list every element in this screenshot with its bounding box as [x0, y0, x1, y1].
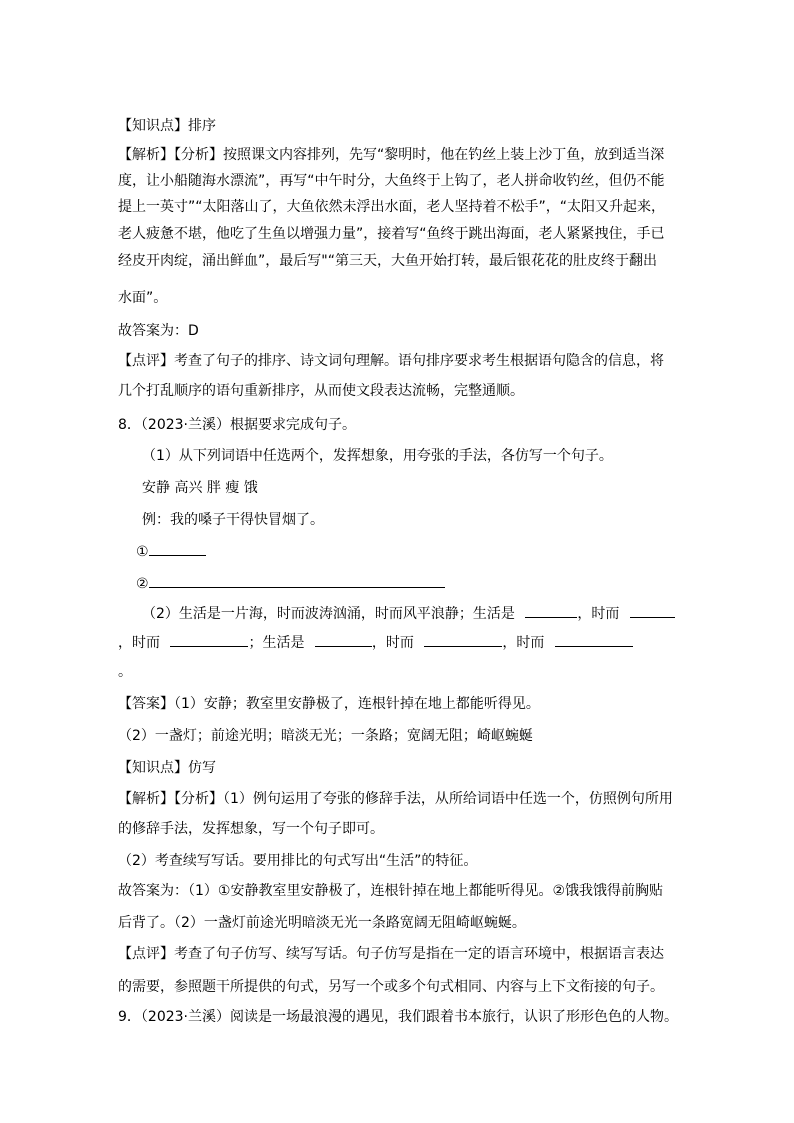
analysis-text: 老人疲惫不堪，他吃了生鱼以增强力量”，接着写“鱼终于跳出海面，老人紧紧拽住，手已	[118, 226, 665, 242]
question-8-part-2: （2）生活是一片海，时而波涛汹涌，时而风平浪静；生活是 ，时而	[142, 604, 675, 623]
blank-line	[315, 633, 372, 647]
question-8-part-2-end: 。	[118, 664, 132, 680]
answer-blank-1: ①	[136, 542, 206, 561]
analysis-text: 【解析】【分析】（1）例句运用了夸张的修辞手法，从所给词语中任选一个，仿照例句所用	[118, 791, 673, 807]
comment-text: 【点评】考查了句子的排序、诗文词句理解。语句排序要求考生根据语句隐含的信息，将	[118, 353, 664, 369]
analysis-text: 经皮开肉绽，涌出鲜血”，最后写"“第三天，大鱼开始打转，最后银花花的肚皮终于翻出	[118, 253, 657, 269]
comment-text: 【点评】考查了句子仿写、续写写话。句子仿写是指在一定的语言环境中，根据语言表达	[118, 946, 664, 962]
analysis-text: 水面”。	[118, 290, 168, 306]
comment-text: 的需要，参照题干所提供的句式，另写一个或多个句式相同、内容与上下文衔接的句子。	[118, 979, 664, 995]
analysis-text: 度，让小船随海水漂流”，再写“中午时分，大鱼终于上钩了，老人拼命收钓丝，但仍不能	[118, 173, 665, 189]
knowledge-point-label: 【知识点】排序	[118, 118, 216, 134]
final-answer-text: 后背了。（2）一盏灯前途光明暗淡无光一条路宽阔无阻崎岖蜿蜒。	[118, 915, 526, 931]
knowledge-point-label: 【知识点】仿写	[118, 760, 216, 776]
analysis-text: 【解析】【分析】按照课文内容排列，先写“黎明时，他在钓丝上装上沙丁鱼，放到适当深	[118, 147, 665, 163]
word-list: 安静 高兴 胖 瘦 饿	[142, 480, 258, 496]
analysis-text: （2）考查续写写话。要用排比的句式写出“生活”的特征。	[118, 853, 478, 869]
blank-line	[630, 604, 675, 618]
analysis-text: 的修辞手法，发挥想象，写一个句子即可。	[118, 821, 384, 837]
question-8-title: 8．（2023·兰溪）根据要求完成句子。	[118, 417, 356, 433]
comment-text: 几个打乱顺序的语句重新排序，从而使文段表达流畅，完整通顺。	[118, 383, 524, 399]
answer-blank-2: ②	[136, 574, 445, 593]
question-8-part-2-cont: ，时而 ；生活是 ，时而 ，时而	[118, 633, 633, 652]
blank-line	[424, 633, 502, 647]
question-9-title: 9．（2023·兰溪）阅读是一场最浪漫的遇见，我们跟着书本旅行，认识了形形色色的人物。	[118, 1009, 678, 1025]
final-answer-text: 故答案为：（1）①安静教室里安静极了，连根针掉在地上都能听得见。②饿我饿得前胸贴	[118, 883, 664, 899]
blank-line	[149, 542, 206, 556]
answer-text: （2）一盏灯；前途光明；暗淡无光；一条路；宽阔无阻；崎岖蜿蜒	[118, 728, 533, 744]
blank-line	[149, 574, 445, 588]
blank-line	[555, 633, 633, 647]
question-8-part-1: （1）从下列词语中任选两个，发挥想象，用夸张的手法，各仿写一个句子。	[142, 448, 613, 464]
answer-text: 故答案为：D	[118, 323, 199, 339]
blank-line	[525, 604, 577, 618]
example-sentence: 例：我的嗓子干得快冒烟了。	[142, 512, 324, 528]
analysis-text: 提上一英寸”“太阳落山了，大鱼依然未浮出水面，老人坚持着不松手”，“太阳又升起来，	[118, 199, 666, 215]
blank-line	[170, 633, 248, 647]
answer-text: 【答案】（1）安静；教室里安静极了，连根针掉在地上都能听得见。	[118, 696, 540, 712]
